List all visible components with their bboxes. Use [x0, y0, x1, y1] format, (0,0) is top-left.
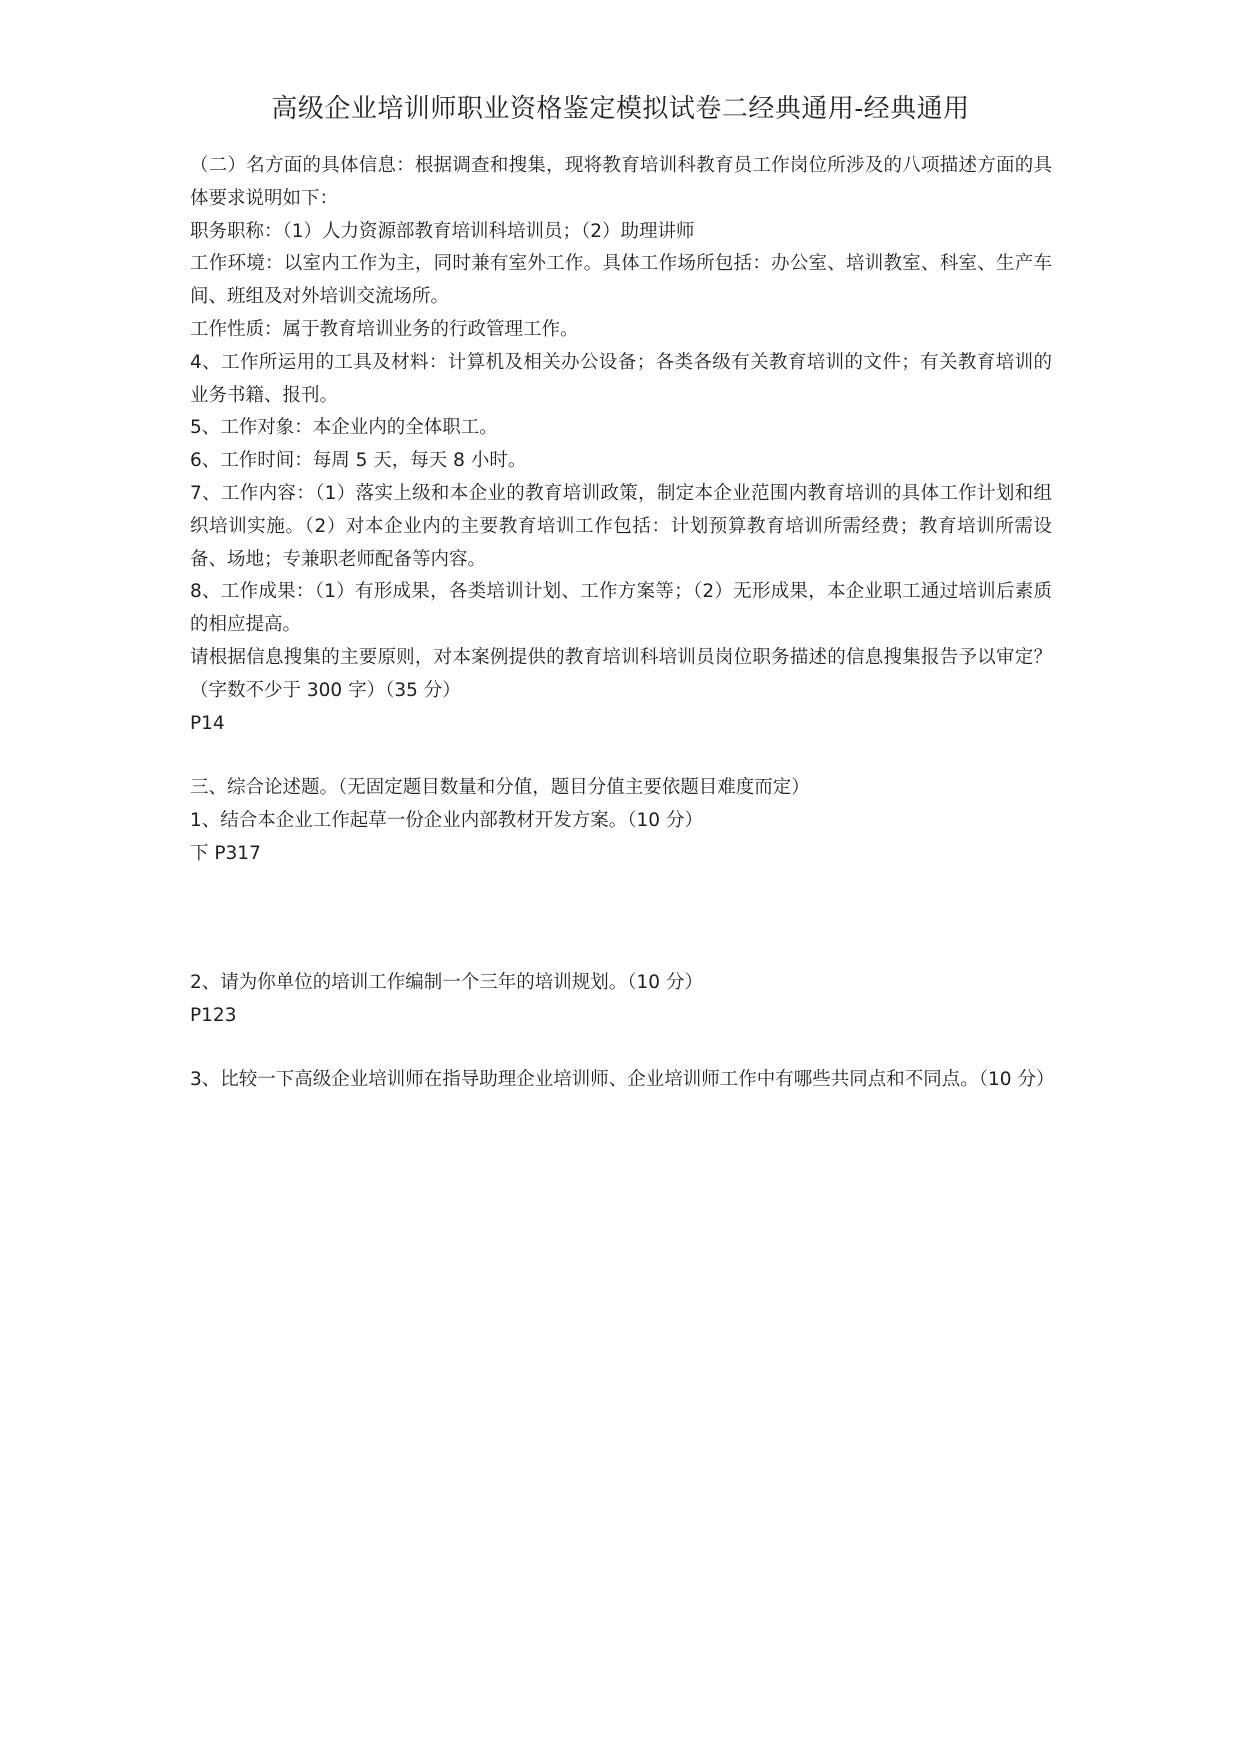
paragraph-work-environment: 工作环境：以室内工作为主，同时兼有室外工作。具体工作场所包括：办公室、培训教室、科室、生产车间、班组及对外培训交流场所。	[190, 253, 1052, 308]
question-2-reference: P123	[190, 1004, 237, 1026]
paragraph-question: 请根据信息搜集的主要原则，对本案例提供的教育培训科培训员岗位职务描述的信息搜集报告予以审定？（字数不少于 300 字）（35 分）	[190, 646, 1052, 701]
document-title: 高级企业培训师职业资格鉴定模拟试卷二经典通用-经典通用	[271, 94, 970, 124]
paragraph-tools: 4、工作所运用的工具及材料：计算机及相关办公设备；各类各级有关教育培训的文件；有关教育培训的业务书籍、报刊。	[190, 351, 1052, 406]
question-1: 1、结合本企业工作起草一份企业内部教材开发方案。（10 分）	[190, 810, 703, 832]
paragraph-job-title: 职务职称：（1）人力资源部教育培训科培训员；（2）助理讲师	[190, 220, 695, 242]
question-1-reference: 下 P317	[190, 842, 261, 864]
spacer	[190, 740, 1052, 772]
document-body	[190, 150, 1055, 1097]
paragraph-work-time: 6、工作时间：每周 5 天，每天 8 小时。	[190, 450, 527, 472]
paragraph-work-nature: 工作性质：属于教育培训业务的行政管理工作。	[190, 318, 579, 340]
section-3-heading: 三、综合论述题。（无固定题目数量和分值，题目分值主要依题目难度而定）	[190, 777, 810, 799]
paragraph-work-results: 8、工作成果：（1）有形成果，各类培训计划、工作方案等；（2）无形成果，本企业职工通过培训后素质的相应提高。	[190, 581, 1052, 636]
spacer	[190, 871, 1052, 967]
paragraph-work-content: 7、工作内容：（1）落实上级和本企业的教育培训政策，制定本企业范围内教育培训的具体工作计划和组织培训实施。（2）对本企业内的主要教育培训工作包括：计划预算教育培训所需经费；教育培训所需设备、场地；专兼职老师配备等内容。	[190, 482, 1052, 570]
paragraph-work-object: 5、工作对象：本企业内的全体职工。	[190, 417, 498, 439]
paragraph-intro: （二）名方面的具体信息：根据调查和搜集，现将教育培训科教育员工作岗位所涉及的八项描述方面的具体要求说明如下：	[190, 155, 1052, 209]
question-2: 2、请为你单位的培训工作编制一个三年的培训规划。（10 分）	[190, 971, 703, 993]
spacer	[190, 1032, 1052, 1064]
question-3: 3、比较一下高级企业培训师在指导助理企业培训师、企业培训师工作中有哪些共同点和不同点。（10 分）	[190, 1069, 1055, 1091]
page-reference-p14: P14	[190, 712, 225, 734]
